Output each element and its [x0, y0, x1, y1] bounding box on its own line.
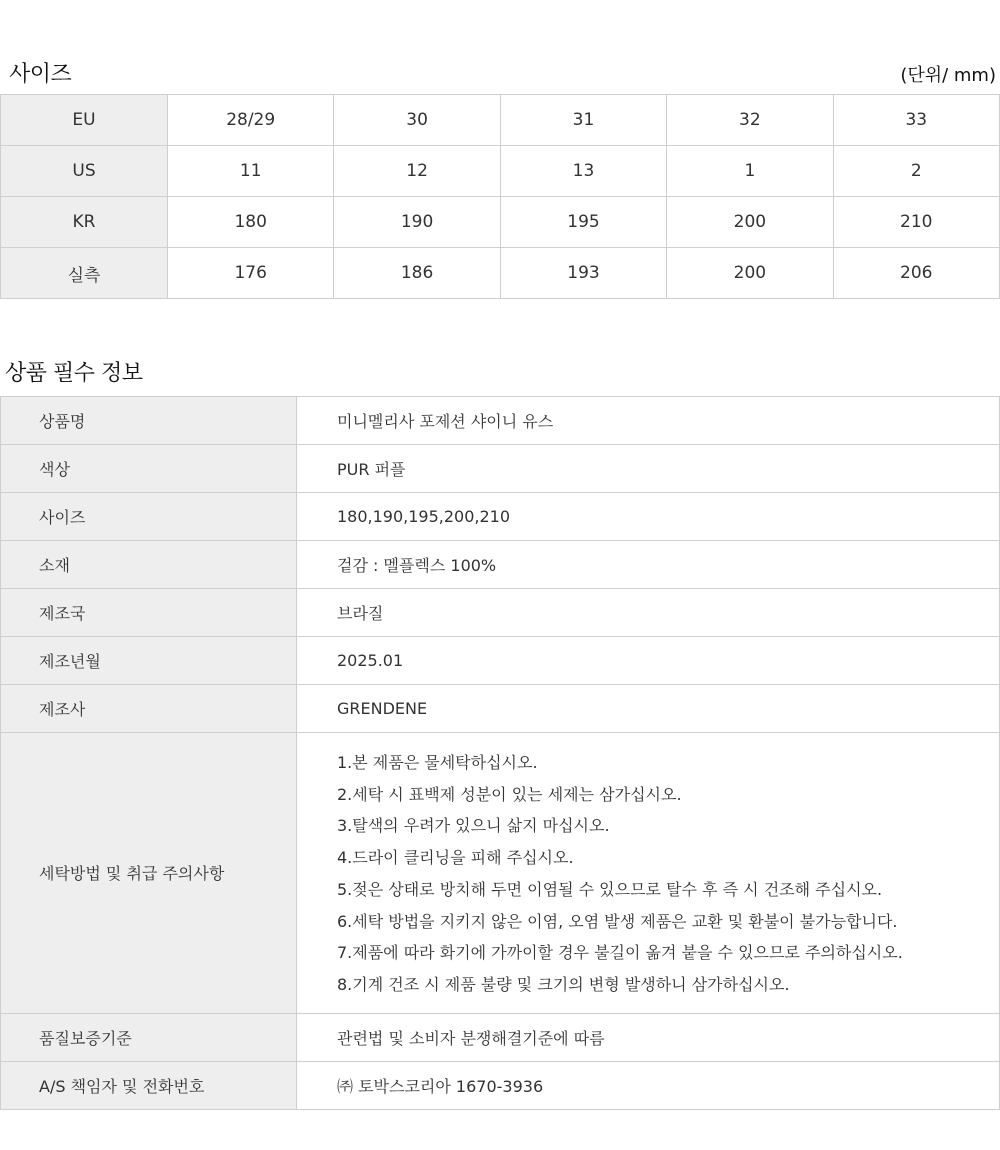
size-cell: 32	[667, 95, 833, 146]
info-value: PUR 퍼플	[297, 445, 1000, 493]
info-row-as-contact	[1, 1061, 1000, 1109]
info-row-quality	[1, 1013, 1000, 1061]
size-cell: 180	[168, 197, 334, 248]
product-info-table	[0, 396, 1000, 1110]
info-row-material	[1, 541, 1000, 589]
product-info-title: 상품 필수 정보	[5, 361, 143, 386]
size-unit-label: (단위/ mm)	[900, 65, 996, 86]
size-cell: 186	[334, 248, 500, 299]
size-row-us	[1, 146, 1000, 197]
care-item: 6.세탁 방법을 지키지 않은 이염, 오염 발생 제품은 교환 및 환불이 불가능합니다.	[337, 911, 898, 931]
size-row-measured	[1, 248, 1000, 299]
info-row-product-name	[1, 397, 1000, 445]
size-cell: 210	[833, 197, 999, 248]
info-value: 관련법 및 소비자 분쟁해결기준에 따름	[297, 1013, 1000, 1061]
info-row-country	[1, 589, 1000, 637]
care-item: 3.탈색의 우려가 있으니 삶지 마십시오.	[337, 816, 610, 836]
size-cell: 30	[334, 95, 500, 146]
info-label: 소재	[1, 541, 297, 589]
size-cell: 12	[334, 146, 500, 197]
info-row-care	[1, 733, 1000, 1014]
care-item: 5.젖은 상태로 방치해 두면 이염될 수 있으므로 탈수 후 즉 시 건조해 주십시오.	[337, 879, 883, 899]
size-cell: 200	[667, 197, 833, 248]
size-cell: 176	[168, 248, 334, 299]
info-value: 브라질	[297, 589, 1000, 637]
info-value: GRENDENE	[297, 685, 1000, 733]
care-list	[337, 733, 999, 1013]
info-value: 미니멜리사 포제션 샤이니 유스	[297, 397, 1000, 445]
size-cell: 1	[667, 146, 833, 197]
size-cell: 200	[667, 248, 833, 299]
care-instructions	[297, 733, 1000, 1014]
care-item: 1.본 제품은 물세탁하십시오.	[337, 753, 538, 772]
info-row-manufacturer	[1, 685, 1000, 733]
info-value: 180,190,195,200,210	[297, 493, 1000, 541]
info-value: 겉감 : 멜플렉스 100%	[297, 541, 1000, 589]
size-cell: 2	[833, 146, 999, 197]
size-row-label: US	[1, 146, 168, 197]
care-item: 2.세탁 시 표백제 성분이 있는 세제는 삼가십시오.	[337, 784, 682, 804]
info-row-manufacture-date	[1, 637, 1000, 685]
info-label: 세탁방법 및 취급 주의사항	[1, 733, 297, 1014]
info-label: A/S 책임자 및 전화번호	[1, 1061, 297, 1109]
size-row-label: EU	[1, 95, 168, 146]
size-cell: 195	[500, 197, 666, 248]
size-row-eu	[1, 95, 1000, 146]
size-cell: 33	[833, 95, 999, 146]
info-label: 제조년월	[1, 637, 297, 685]
size-row-kr	[1, 197, 1000, 248]
size-cell: 28/29	[168, 95, 334, 146]
size-cell: 206	[833, 248, 999, 299]
care-item: 8.기계 건조 시 제품 불량 및 크기의 변형 발생하니 삼가하십시오.	[337, 974, 790, 994]
info-label: 색상	[1, 445, 297, 493]
care-item: 4.드라이 클리닝을 피해 주십시오.	[337, 848, 574, 868]
size-cell: 190	[334, 197, 500, 248]
info-label: 제조국	[1, 589, 297, 637]
info-value: ㈜ 토박스코리아 1670-3936	[297, 1061, 1000, 1109]
info-value: 2025.01	[297, 637, 1000, 685]
info-label: 품질보증기준	[1, 1013, 297, 1061]
size-row-label: 실측	[1, 248, 168, 299]
size-row-label: KR	[1, 197, 168, 248]
care-item: 7.제품에 따라 화기에 가까이할 경우 불길이 옮겨 붙을 수 있으므로 주의하십시오.	[337, 943, 903, 963]
info-row-sizes	[1, 493, 1000, 541]
size-cell: 13	[500, 146, 666, 197]
info-label: 제조사	[1, 685, 297, 733]
info-row-color	[1, 445, 1000, 493]
size-table	[0, 94, 1000, 299]
size-section-title: 사이즈	[9, 62, 72, 87]
info-label: 상품명	[1, 397, 297, 445]
size-cell: 31	[500, 95, 666, 146]
info-label: 사이즈	[1, 493, 297, 541]
size-cell: 193	[500, 248, 666, 299]
size-cell: 11	[168, 146, 334, 197]
